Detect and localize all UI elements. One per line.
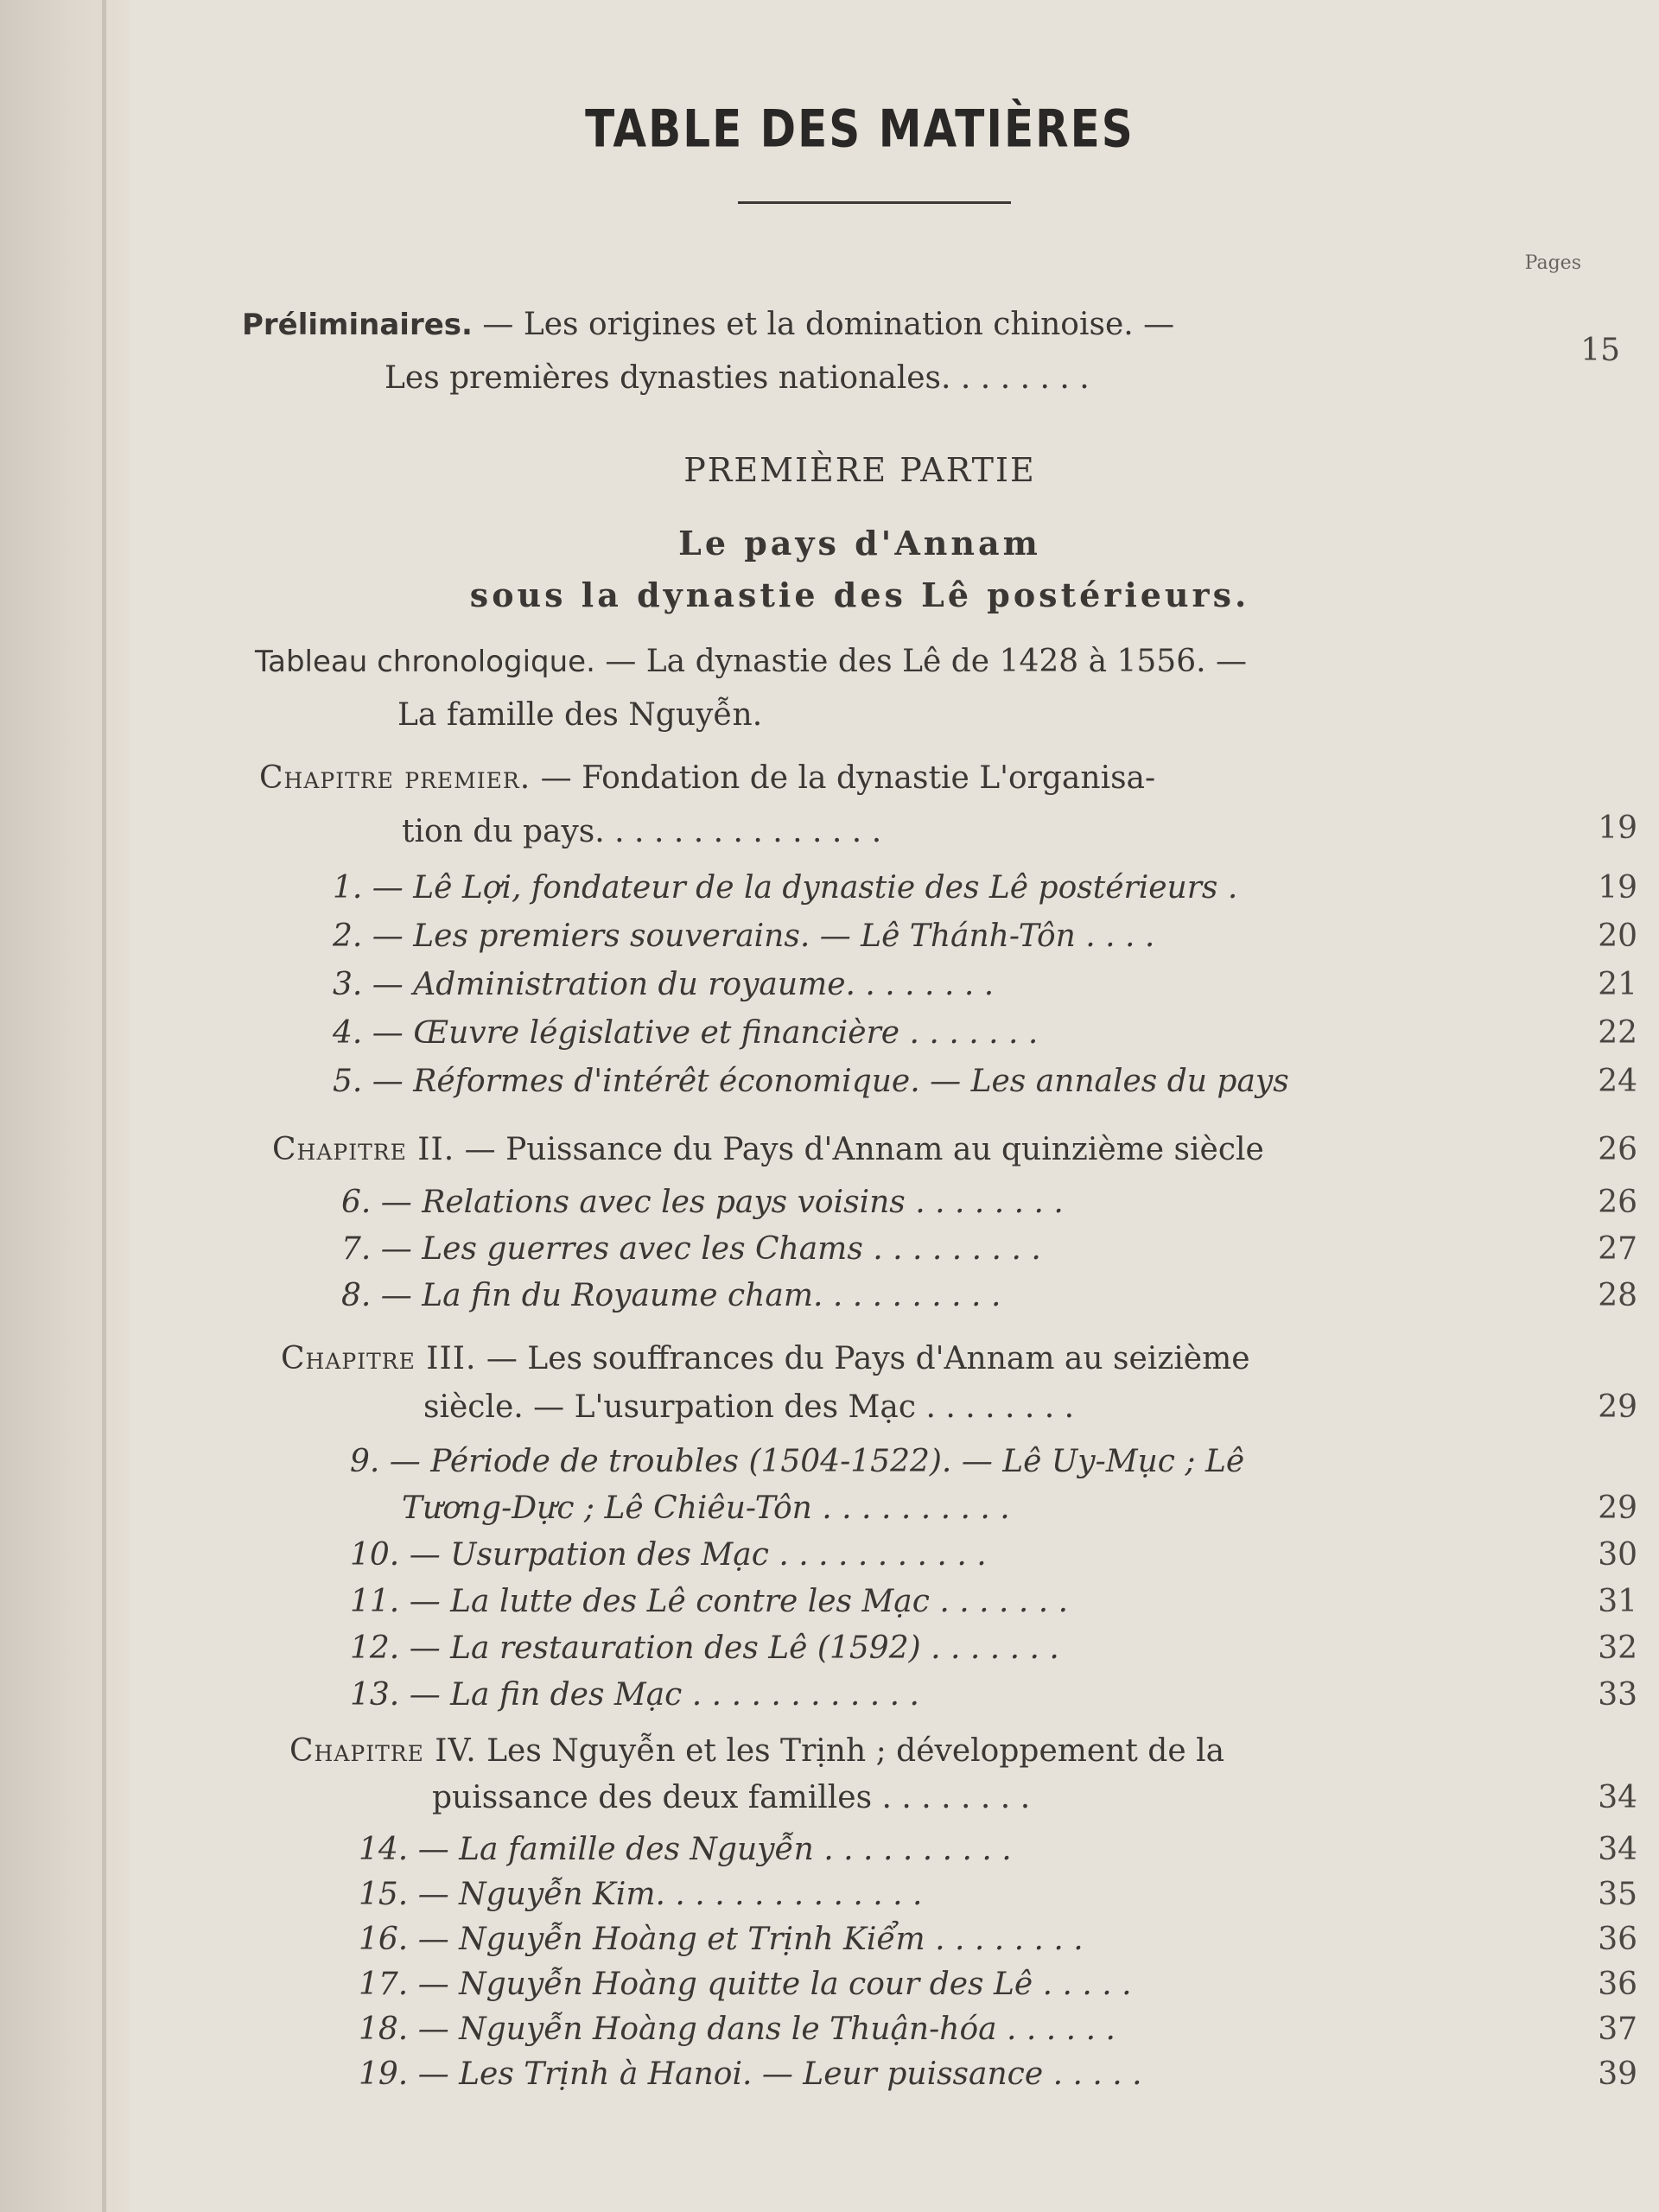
chapter-title-line1: Les Nguyễn et les Trịnh ; développement de la — [486, 1733, 1225, 1769]
page-number: 22 — [1598, 1015, 1637, 1051]
toc-section[interactable]: 8. — La fin du Royaume cham. . . . . . . . . . 28 — [341, 1273, 1555, 1319]
page-number: 35 — [1598, 1877, 1637, 1912]
entry-text-line2: La famille des Nguyễn. — [397, 697, 763, 733]
chapter-4-sections — [359, 1827, 1637, 2097]
page-edge — [102, 0, 106, 2212]
page-number: 26 — [1598, 1132, 1637, 1167]
book-gutter — [0, 0, 130, 2212]
page-number: 29 — [1598, 1491, 1637, 1526]
page-number: 24 — [1598, 1064, 1637, 1099]
entry-label: Préliminaires. — [242, 308, 473, 342]
page-number: 34 — [1598, 1832, 1637, 1867]
part-heading: PREMIÈRE PARTIE — [683, 451, 1036, 489]
entry-text-line2: Les premières dynasties nationales. . . . . . . . — [385, 360, 1090, 396]
page-number: 36 — [1598, 1922, 1637, 1957]
chapter-title-line1: — Fondation de la dynastie L'organisa- — [540, 760, 1156, 796]
page-number: 36 — [1598, 1967, 1637, 2002]
chapter-title-line2: puissance des deux familles . . . . . . . . — [432, 1780, 1031, 1815]
page-number: 15 — [1580, 333, 1620, 368]
toc-chapter-3[interactable] — [281, 1335, 1637, 1432]
chapter-3-sections — [350, 1439, 1637, 1719]
toc-chapter-1[interactable] — [259, 752, 1637, 859]
page-number: 30 — [1598, 1537, 1637, 1573]
part-subtitle-line1: Le pays d'Annam — [678, 524, 1041, 563]
entry-text-line1: — La dynastie des Lê de 1428 à 1556. — — [605, 644, 1248, 679]
entry-label: Tableau chronologique. — [255, 645, 595, 679]
page-number: 19 — [1598, 810, 1637, 846]
chapter-title-line1: — Les souffrances du Pays d'Annam au seizième — [486, 1341, 1250, 1376]
page-title: TABLE DES MATIÈRES — [585, 99, 1135, 159]
toc-section[interactable]: 14. — La famille des Nguyễn . . . . . . . . . . 34 — [359, 1827, 1555, 1872]
chapter-title-line1: — Puissance du Pays d'Annam au quinzième siècle — [464, 1132, 1264, 1167]
pages-column-label: Pages — [1524, 252, 1581, 274]
toc-section[interactable]: 3. — Administration du royaume. . . . . . . . 21 — [333, 961, 1555, 1009]
chapter-label: Chapitre IV. — [289, 1733, 477, 1769]
toc-section[interactable]: 2. — Les premiers souverains. — Lê Thánh-Tôn . . . . 20 — [333, 912, 1555, 961]
chapter-label: Chapitre III. — [281, 1341, 477, 1376]
toc-section-cont[interactable]: Tương-Dực ; Lê Chiêu-Tôn . . . . . . . . . . 29 — [350, 1485, 1555, 1532]
toc-entry-tableau[interactable] — [255, 635, 1551, 742]
toc-section[interactable]: 13. — La fin des Mạc . . . . . . . . . . . . 33 — [350, 1672, 1555, 1719]
chapter-label: Chapitre II. — [272, 1132, 455, 1167]
chapter-title-line2: siècle. — L'usurpation des Mạc . . . . . . . . — [423, 1389, 1075, 1425]
page-number: 32 — [1598, 1630, 1637, 1666]
toc-section[interactable]: 17. — Nguyễn Hoàng quitte la cour des Lê . . . . . 36 — [359, 1962, 1555, 2007]
toc-entry-preliminaires[interactable] — [242, 298, 1620, 405]
page-number: 39 — [1598, 2056, 1637, 2092]
toc-section[interactable]: 4. — Œuvre législative et financière . . . . . . . 22 — [333, 1009, 1555, 1058]
toc-chapter-2[interactable] — [272, 1123, 1637, 1177]
page-number: 33 — [1598, 1677, 1637, 1713]
chapter-2-sections — [341, 1179, 1637, 1319]
part-subtitle-line2: sous la dynastie des Lê postérieurs. — [469, 575, 1250, 614]
toc-page — [130, 0, 1659, 2212]
chapter-label: Chapitre premier. — [259, 760, 531, 796]
toc-chapter-4[interactable] — [289, 1728, 1637, 1821]
toc-section[interactable]: 10. — Usurpation des Mạc . . . . . . . . . . . 30 — [350, 1532, 1555, 1579]
page-number: 20 — [1598, 918, 1637, 954]
page-number: 31 — [1598, 1584, 1637, 1619]
toc-section[interactable]: 16. — Nguyễn Hoàng et Trịnh Kiểm . . . . . . . . 36 — [359, 1917, 1555, 1962]
toc-section[interactable]: 15. — Nguyễn Kim. . . . . . . . . . . . . . 35 — [359, 1872, 1555, 1917]
page-number: 28 — [1598, 1278, 1637, 1313]
entry-text-line1: — Les origines et la domination chinoise. — — [482, 307, 1175, 342]
page-number: 27 — [1598, 1231, 1637, 1267]
page-number: 19 — [1598, 870, 1637, 906]
toc-section[interactable]: 1. — Lê Lợi, fondateur de la dynastie des Lê postérieurs . 19 — [333, 864, 1555, 912]
toc-section[interactable]: 6. — Relations avec les pays voisins . . . . . . . . 26 — [341, 1179, 1555, 1226]
toc-section[interactable]: 19. — Les Trịnh à Hanoi. — Leur puissance . . . . . 39 — [359, 2052, 1555, 2097]
toc-section[interactable]: 9. — Période de troubles (1504-1522). — Lê Uy-Mục ; Lê — [350, 1444, 1245, 1479]
toc-section[interactable]: 12. — La restauration des Lê (1592) . . . . . . . 32 — [350, 1625, 1555, 1672]
toc-section[interactable]: 7. — Les guerres avec les Chams . . . . . . . . . 27 — [341, 1226, 1555, 1273]
page-number: 34 — [1598, 1780, 1637, 1815]
toc-section[interactable]: 18. — Nguyễn Hoàng dans le Thuận-hóa . . . . . . 37 — [359, 2007, 1555, 2052]
toc-section[interactable]: 11. — La lutte des Lê contre les Mạc . . . . . . . 31 — [350, 1579, 1555, 1625]
page-number: 29 — [1598, 1389, 1637, 1425]
page-number: 37 — [1598, 2012, 1637, 2047]
chapter-title-line2: tion du pays. . . . . . . . . . . . . . . — [402, 814, 882, 849]
page-number: 26 — [1598, 1185, 1637, 1220]
page-number: 21 — [1598, 967, 1637, 1002]
toc-section[interactable]: 5. — Réformes d'intérêt économique. — Les annales du pays 24 — [333, 1058, 1555, 1106]
chapter-1-sections — [333, 864, 1637, 1106]
title-rule — [738, 201, 1011, 204]
